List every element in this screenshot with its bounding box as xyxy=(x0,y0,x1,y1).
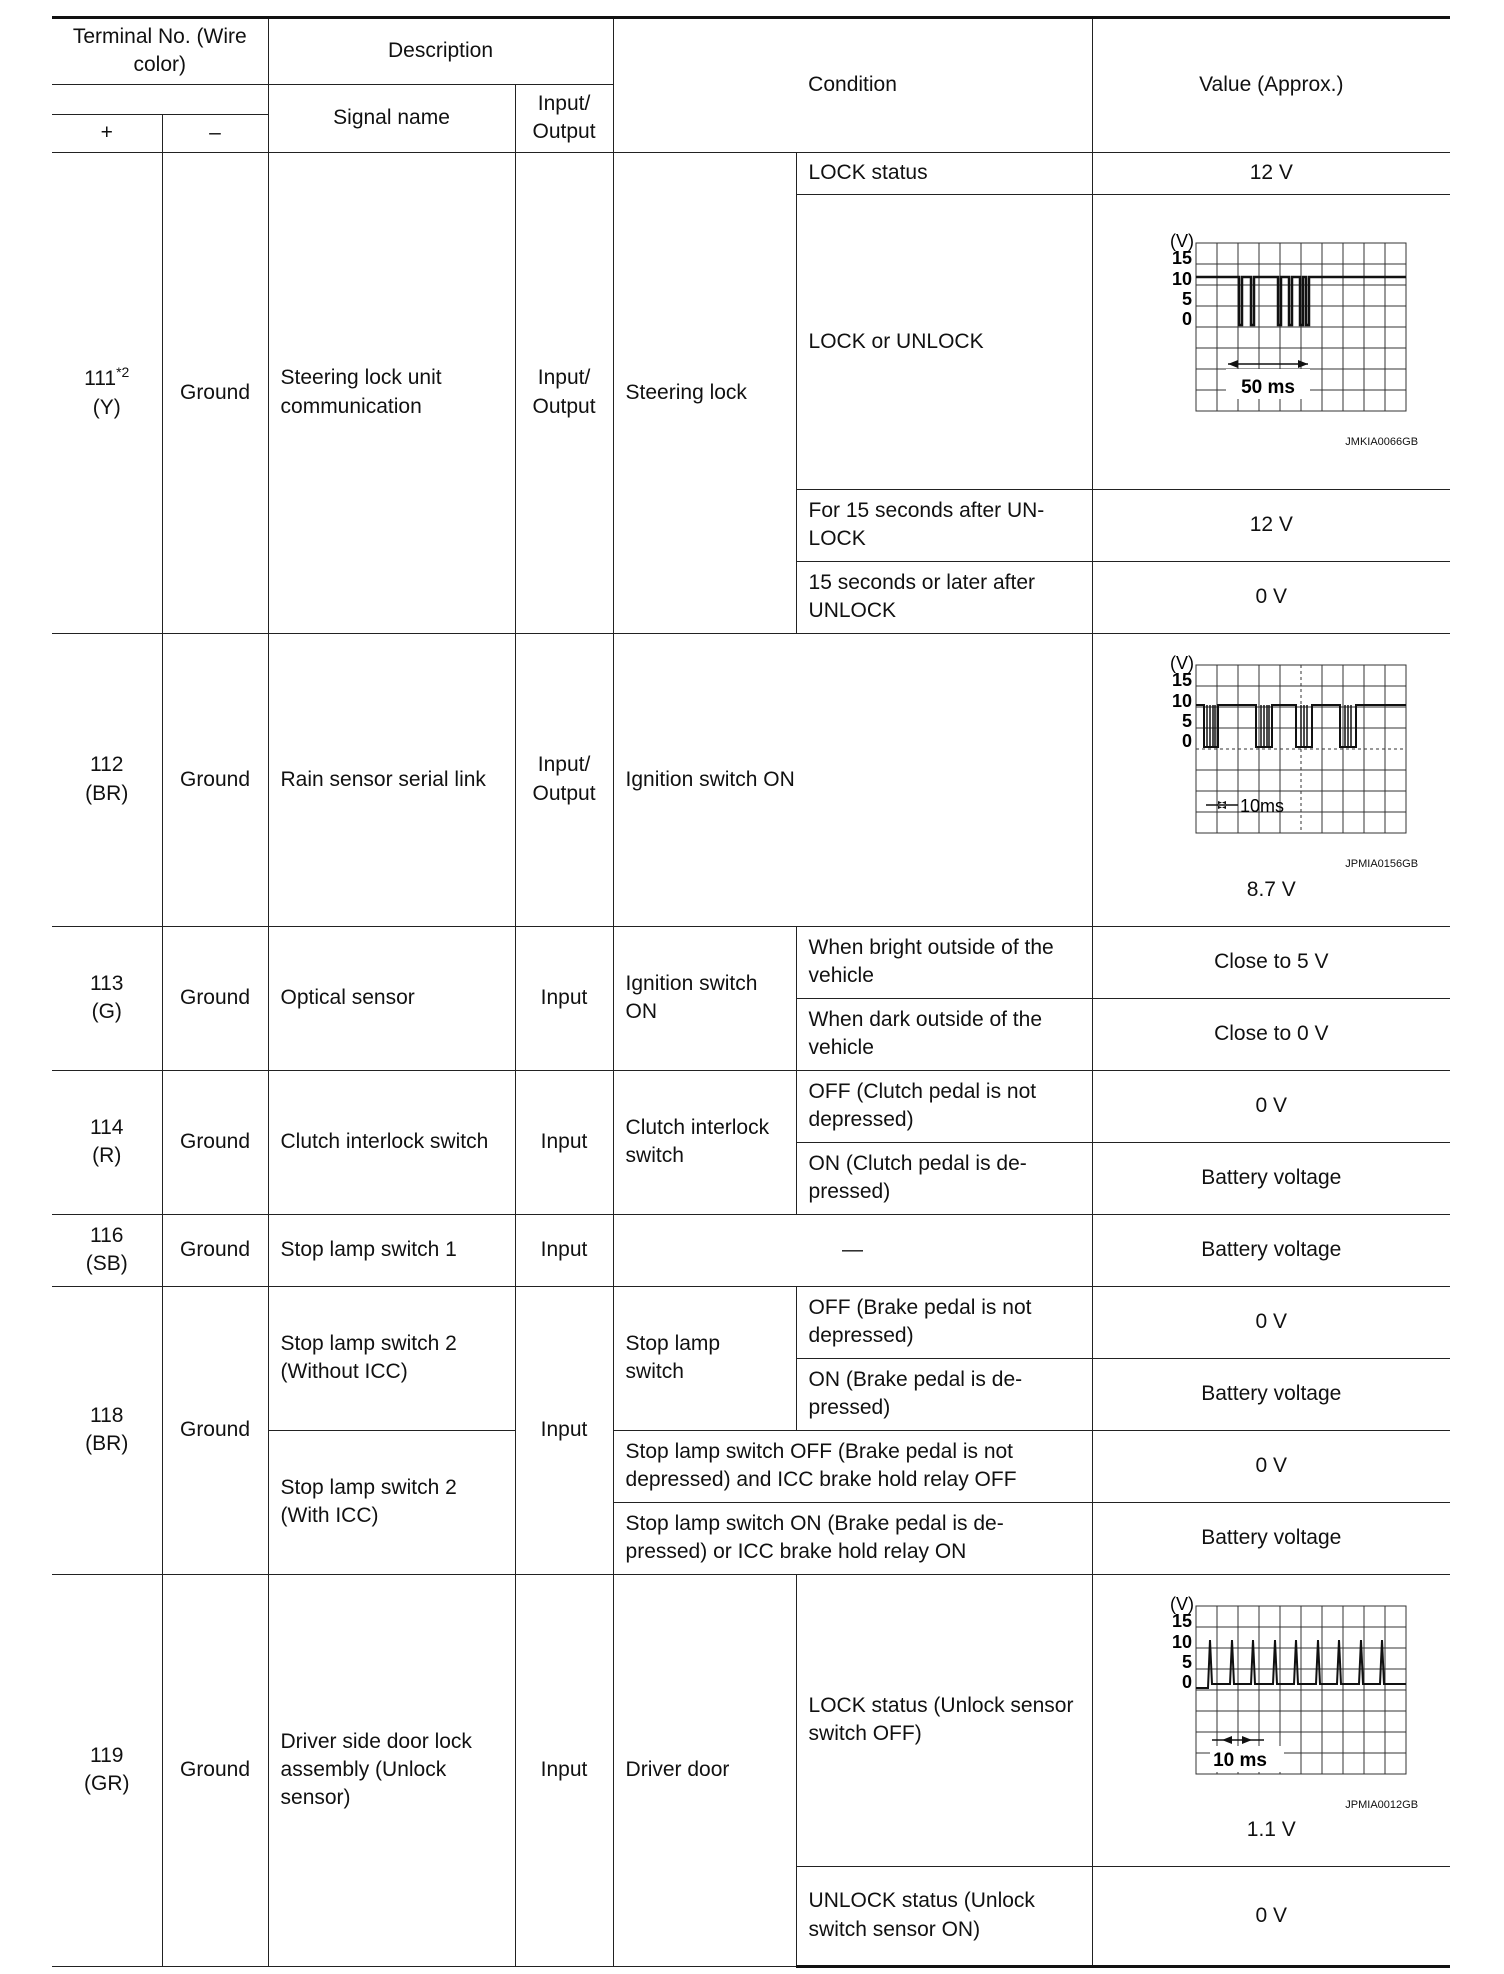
waveform-cell xyxy=(1092,194,1450,489)
subcondition: LOCK status xyxy=(796,152,1092,194)
value: 0 V xyxy=(1092,1430,1450,1502)
terminal-112 xyxy=(52,633,162,926)
header-minus: – xyxy=(162,114,268,152)
waveform-cell xyxy=(1092,1574,1450,1866)
figure-id: JPMIA0156GB xyxy=(1345,858,1419,871)
signal-116: Stop lamp switch 1 xyxy=(268,1214,515,1286)
subcondition: LOCK status (Unlock sensor switch OFF) xyxy=(796,1574,1092,1866)
wire-color: (G) xyxy=(91,1000,122,1024)
terminal-number: 112 xyxy=(90,753,124,777)
tick-label: 15 xyxy=(1172,670,1193,691)
tick-label: 10 xyxy=(1172,691,1193,712)
terminal-114 xyxy=(52,1070,162,1214)
scope-unit: (V) xyxy=(1170,655,1195,674)
condition-118: Stop lamp switch xyxy=(613,1286,796,1430)
ground-116: Ground xyxy=(162,1214,268,1286)
scale-label: 10 ms xyxy=(1213,1749,1268,1771)
scope-unit: (V) xyxy=(1170,1595,1195,1614)
subcondition: OFF (Clutch pedal is not depressed) xyxy=(796,1070,1092,1142)
value: Close to 0 V xyxy=(1092,998,1450,1070)
condition-111: Steering lock xyxy=(613,152,796,633)
tick-label: 5 xyxy=(1182,1651,1193,1672)
tick-label: 0 xyxy=(1182,1671,1193,1692)
terminal-118 xyxy=(52,1286,162,1574)
signal-118-without-icc: Stop lamp switch 2 (Without ICC) xyxy=(268,1286,515,1430)
value: 12 V xyxy=(1092,489,1450,561)
subcondition: ON (Brake pedal is de- pressed) xyxy=(796,1358,1092,1430)
header-description: Description xyxy=(268,18,613,85)
header-terminal-no: Terminal No. (Wire color) xyxy=(52,18,268,85)
value: 1.1 V xyxy=(1246,1818,1296,1842)
scale-label: 50 ms xyxy=(1241,377,1296,399)
value: 0 V xyxy=(1092,561,1450,633)
header-value: Value (Approx.) xyxy=(1092,18,1450,153)
value: Battery voltage xyxy=(1092,1142,1450,1214)
scale-label: 10ms xyxy=(1240,796,1285,817)
subcondition: When dark outside of the vehicle xyxy=(796,998,1092,1070)
signal-119: Driver side door lock assembly (Unlock sensor) xyxy=(268,1574,515,1966)
header-input-output: Input/ Output xyxy=(515,84,613,152)
wire-color: (BR) xyxy=(85,781,129,805)
condition-112: Ignition switch ON xyxy=(613,633,1092,926)
terminal-116 xyxy=(52,1214,162,1286)
subcondition: LOCK or UNLOCK xyxy=(796,194,1092,489)
subcondition: OFF (Brake pedal is not depressed) xyxy=(796,1286,1092,1358)
ground-119: Ground xyxy=(162,1574,268,1966)
wire-color: (GR) xyxy=(84,1772,130,1796)
ground-113: Ground xyxy=(162,926,268,1070)
waveform-rain-sensor xyxy=(1126,655,1416,855)
terminal-113 xyxy=(52,926,162,1070)
value: 12 V xyxy=(1092,152,1450,194)
value: Battery voltage xyxy=(1092,1358,1450,1430)
tick-label: 0 xyxy=(1182,731,1193,752)
terminal-119 xyxy=(52,1574,162,1966)
scope-unit: (V) xyxy=(1170,233,1195,252)
wire-color: (R) xyxy=(92,1144,122,1168)
condition-116: — xyxy=(613,1214,1092,1286)
terminal-number: 119 xyxy=(90,1743,124,1767)
waveform-door-unlock-sensor xyxy=(1126,1596,1416,1796)
subcondition: 15 seconds or later after UNLOCK xyxy=(796,561,1092,633)
header-condition: Condition xyxy=(613,18,1092,153)
terminal-111 xyxy=(52,152,162,633)
terminal-spec-table xyxy=(52,16,1450,1968)
condition-113: Ignition switch ON xyxy=(613,926,796,1070)
terminal-number: 118 xyxy=(90,1403,124,1427)
io-112: Input/ Output xyxy=(515,633,613,926)
wire-color: (Y) xyxy=(92,395,121,419)
io-119: Input xyxy=(515,1574,613,1966)
waveform-cell xyxy=(1092,633,1450,926)
io-114: Input xyxy=(515,1070,613,1214)
ground-118: Ground xyxy=(162,1286,268,1574)
subcondition: ON (Clutch pedal is de- pressed) xyxy=(796,1142,1092,1214)
header-signal-name: Signal name xyxy=(268,84,515,152)
ground-114: Ground xyxy=(162,1070,268,1214)
signal-114: Clutch interlock switch xyxy=(268,1070,515,1214)
signal-118-with-icc: Stop lamp switch 2 (With ICC) xyxy=(268,1430,515,1574)
io-111: Input/ Output xyxy=(515,152,613,633)
value: 0 V xyxy=(1092,1286,1450,1358)
wire-color: (BR) xyxy=(85,1432,129,1456)
ground-111: Ground xyxy=(162,152,268,633)
value: Battery voltage xyxy=(1092,1502,1450,1574)
tick-label: 15 xyxy=(1172,248,1193,269)
subcondition: UNLOCK status (Unlock switch sensor ON) xyxy=(796,1866,1092,1966)
terminal-number: 111 xyxy=(84,367,117,391)
header-plus: + xyxy=(52,114,162,152)
tick-label: 10 xyxy=(1172,1631,1193,1652)
condition-119: Driver door xyxy=(613,1574,796,1966)
terminal-footnote: *2 xyxy=(116,364,130,381)
value: 8.7 V xyxy=(1246,877,1296,901)
tick-label: 0 xyxy=(1182,309,1193,330)
ground-112: Ground xyxy=(162,633,268,926)
io-116: Input xyxy=(515,1214,613,1286)
subcondition: Stop lamp switch OFF (Brake pedal is not depressed) and ICC brake hold relay OFF xyxy=(613,1430,1092,1502)
subcondition: For 15 seconds after UN- LOCK xyxy=(796,489,1092,561)
signal-112: Rain sensor serial link xyxy=(268,633,515,926)
condition-114: Clutch interlock switch xyxy=(613,1070,796,1214)
signal-113: Optical sensor xyxy=(268,926,515,1070)
tick-label: 5 xyxy=(1182,289,1193,310)
header-terminal-spacer xyxy=(52,84,268,114)
io-118: Input xyxy=(515,1286,613,1574)
io-113: Input xyxy=(515,926,613,1070)
terminal-number: 114 xyxy=(90,1115,124,1139)
tick-label: 15 xyxy=(1172,1610,1193,1631)
waveform-steering-lock xyxy=(1126,233,1416,433)
wire-color: (SB) xyxy=(85,1252,128,1276)
tick-label: 5 xyxy=(1182,711,1193,732)
value: 0 V xyxy=(1092,1070,1450,1142)
tick-label: 10 xyxy=(1172,269,1193,290)
terminal-number: 116 xyxy=(90,1223,124,1247)
subcondition: When bright outside of the vehicle xyxy=(796,926,1092,998)
value: Battery voltage xyxy=(1092,1214,1450,1286)
terminal-number: 113 xyxy=(90,971,124,995)
value: 0 V xyxy=(1092,1866,1450,1966)
value: Close to 5 V xyxy=(1092,926,1450,998)
figure-id: JPMIA0012GB xyxy=(1345,1798,1419,1811)
subcondition: Stop lamp switch ON (Brake pedal is de- pressed) or ICC brake hold relay ON xyxy=(613,1502,1092,1574)
figure-id: JMKIA0066GB xyxy=(1345,436,1419,449)
signal-111: Steering lock unit communication xyxy=(268,152,515,633)
